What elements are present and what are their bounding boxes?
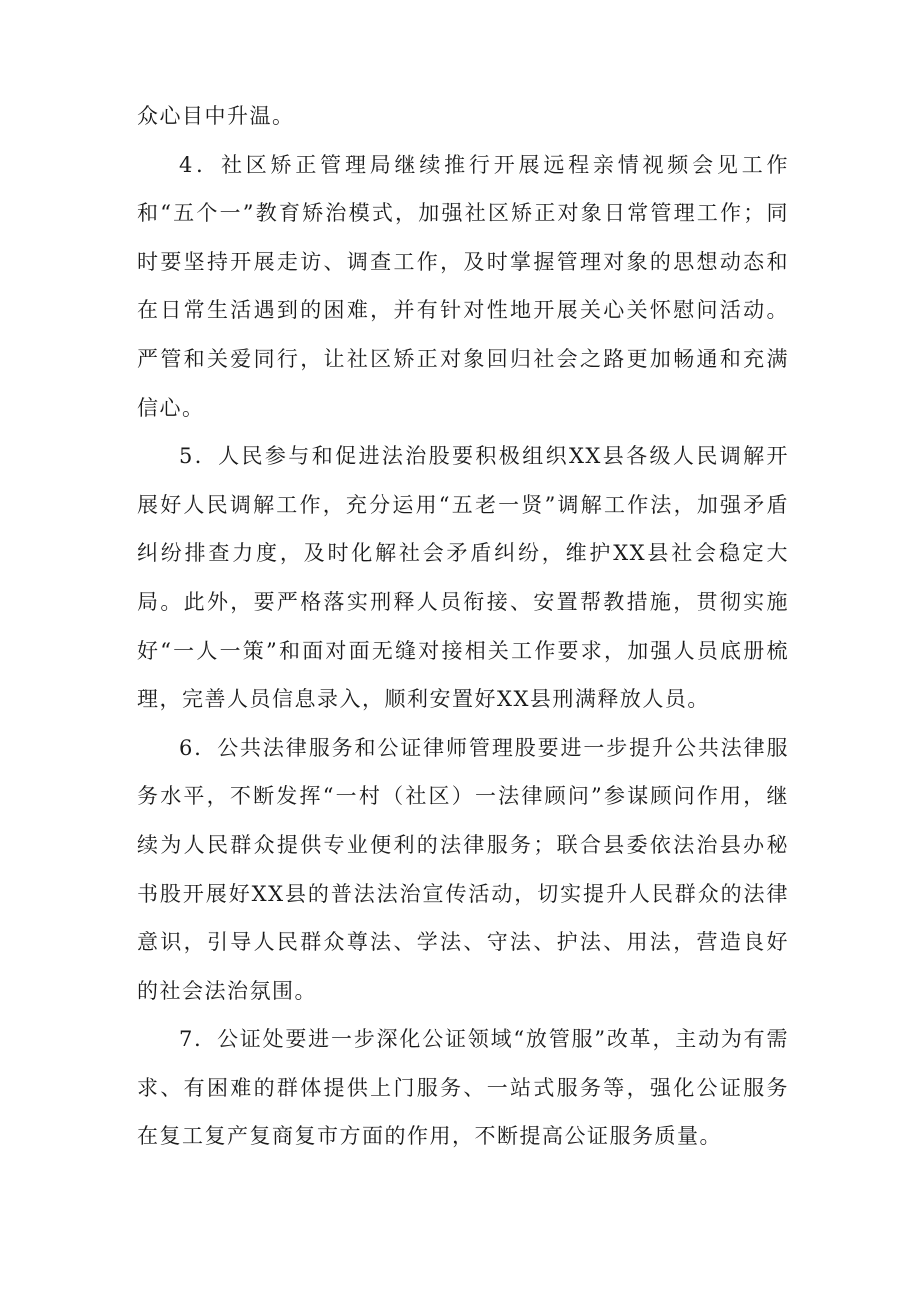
paragraph-item-5: 5．人民参与和促进法治股要积极组织XX县各级人民调解开展好人民调解工作，充分运用“五老一贤”调解工作法，加强矛盾纠纷排查力度，及时化解社会矛盾纠纷，维护XX县社会稳定大局。此外，要严格落实刑释人员衔接、安置帮教措施，贯彻实施好“一人一策”和面对面无缝对接相关工作要求，加强人员底册梳理，完善人员信息录入，顺利安置好XX县刑满释放人员。	[137, 444, 789, 712]
paragraph-continuation: 众心目中升温。	[137, 104, 295, 128]
document-body	[137, 92, 789, 1161]
paragraph-item-6: 6．公共法律服务和公证律师管理股要进一步提升公共法律服务水平，不断发挥“一村（社区）一法律顾问”参谋顾问作用，继续为人民群众提供专业便利的法律服务；联合县委依法治县办秘书股开展好XX县的普法法治宣传活动，切实提升人民群众的法律意识，引导人民群众尊法、学法、守法、护法、用法，营造良好的社会法治氛围。	[137, 735, 789, 1003]
paragraph-item-4: 4．社区矫正管理局继续推行开展远程亲情视频会见工作和“五个一”教育矫治模式，加强社区矫正对象日常管理工作；同时要坚持开展走访、调查工作，及时掌握管理对象的思想动态和在日常生活遇到的困难，并有针对性地开展关心关怀慰问活动。严管和关爱同行，让社区矫正对象回归社会之路更加畅通和充满信心。	[137, 152, 789, 420]
paragraph-item-7: 7．公证处要进一步深化公证领域“放管服”改革，主动为有需求、有困难的群体提供上门服务、一站式服务等，强化公证服务在复工复产复商复市方面的作用，不断提高公证服务质量。	[137, 1027, 789, 1149]
